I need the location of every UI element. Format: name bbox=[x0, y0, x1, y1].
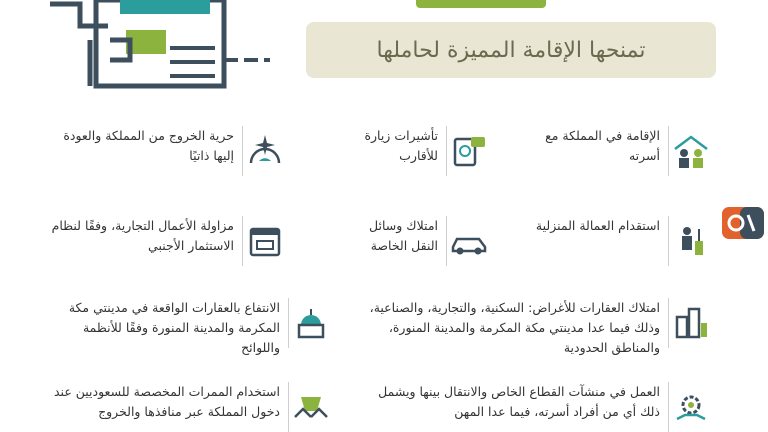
benefit-text: حرية الخروج من المملكة والعودة إليها ذاتيًا bbox=[63, 128, 234, 163]
work-gears-icon bbox=[668, 382, 712, 432]
airplane-globe-icon bbox=[242, 126, 286, 176]
shop-icon bbox=[242, 216, 286, 266]
benefit-text: العمل في منشآت القطاع الخاص والانتقال بينها ويشمل ذلك أي من أفراد أسرته، فيما عدا المهن bbox=[378, 384, 660, 419]
benefit-text: استقدام العمالة المنزلية bbox=[535, 218, 660, 233]
car-icon bbox=[446, 216, 490, 266]
benefit-citizen-lanes bbox=[50, 382, 332, 432]
benefit-own-property bbox=[356, 298, 712, 358]
benefit-private-transport bbox=[340, 216, 490, 266]
benefit-visit-visas bbox=[340, 126, 490, 176]
benefit-text: الانتفاع بالعقارات الواقعة في مدينتي مكة المكرمة والمدينة المنورة وفقًا للأنظمة واللوائح bbox=[68, 300, 280, 355]
benefit-text: استخدام الممرات المخصصة للسعوديين عند دخول المملكة عبر منافذها والخروج bbox=[54, 384, 280, 419]
benefit-commercial-business bbox=[50, 216, 286, 266]
mosque-icon bbox=[288, 298, 332, 348]
page-title: تمنحها الإقامة المميزة لحاملها bbox=[306, 22, 716, 78]
benefit-residence bbox=[522, 126, 712, 176]
benefit-private-sector-work bbox=[356, 382, 712, 432]
buildings-icon bbox=[668, 298, 712, 348]
logo-badge-icon bbox=[722, 203, 764, 241]
benefit-text: الإقامة في المملكة مع أسرته bbox=[545, 128, 660, 163]
benefit-text: مزاولة الأعمال التجارية، وفقًا لنظام الاستثمار الأجنبي bbox=[51, 218, 234, 253]
hands-map-icon bbox=[288, 382, 332, 432]
family-house-icon bbox=[668, 126, 712, 176]
benefit-use-holy-cities-property bbox=[50, 298, 332, 358]
benefit-text: تأشيرات زيارة للأقارب bbox=[364, 128, 438, 163]
benefit-text: امتلاك وسائل النقل الخاصة bbox=[369, 218, 438, 253]
passport-visa-icon bbox=[446, 126, 490, 176]
top-accent-bar bbox=[416, 0, 546, 8]
benefit-text: امتلاك العقارات للأغراض: السكنية، والتجارية، والصناعية، وذلك فيما عدا مدينتي مكة المكرمة والمدينة المنورة، والمناطق الحدودية bbox=[369, 300, 660, 355]
domestic-worker-icon bbox=[668, 216, 712, 266]
document-illustration bbox=[50, 0, 280, 92]
benefit-domestic-workers bbox=[522, 216, 712, 266]
benefit-exit-return bbox=[50, 126, 286, 176]
